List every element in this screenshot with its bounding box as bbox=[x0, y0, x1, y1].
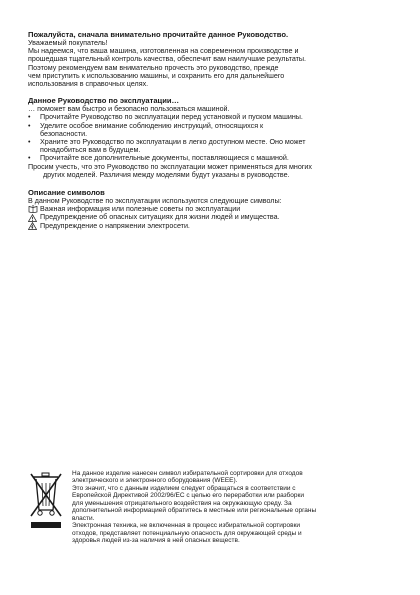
bullet: • bbox=[28, 154, 31, 163]
symbols-lead: В данном Руководстве по эксплуатации используются следующие символы: bbox=[28, 197, 282, 206]
bullet: • bbox=[28, 138, 31, 147]
warning-triangle-icon bbox=[28, 214, 40, 222]
weee-section bbox=[28, 470, 394, 545]
intro-line-3: Поэтому рекомендуем вам внимательно прочесть это руководство, прежде bbox=[28, 63, 279, 72]
weee-line-8: Электронная техника, не включенная в процесс избирательной сортировки bbox=[72, 522, 301, 530]
weee-line-2: электрического и электронного оборудования (WEEE). bbox=[72, 477, 238, 485]
manual-page bbox=[28, 30, 394, 230]
intro-heading: Пожалуйста, сначала внимательно прочитайте данное Руководство. bbox=[28, 30, 289, 39]
symbol-text: Предупреждение об опасных ситуациях для жизни людей и имущества. bbox=[40, 213, 280, 222]
bullet-line: Прочитайте Руководство по эксплуатации перед установкой и пуском машины. bbox=[40, 113, 303, 122]
greeting: Уважаемый покупатель! bbox=[28, 39, 108, 47]
symbol-row bbox=[28, 222, 394, 230]
weee-line-6: дополнительной информацией обратитесь в местные или региональные органы bbox=[72, 507, 317, 515]
list-item bbox=[28, 154, 394, 162]
bullet: • bbox=[28, 121, 31, 130]
intro-line-2: прошедшая тщательный контроль качества, обеспечит вам наилучшие результаты. bbox=[28, 55, 307, 64]
manual-heading: Данное Руководство по эксплуатации… bbox=[28, 96, 180, 106]
models-note-line-1: Просим учесть, что это Руководство по эксплуатации может применяться для многих bbox=[28, 162, 312, 171]
bullet-line: безопасности. bbox=[40, 129, 88, 138]
bullet: • bbox=[28, 113, 31, 122]
symbol-row bbox=[28, 213, 394, 221]
bullet-line: понадобиться вам в будущем. bbox=[40, 146, 141, 155]
symbol-row bbox=[28, 205, 394, 213]
weee-line-4: Европейской Директивой 2002/96/EC с целью его переработки или разборки bbox=[72, 492, 304, 500]
manual-lead: … поможет вам быстро и безопасно пользоваться машиной. bbox=[28, 105, 230, 114]
weee-line-10: здоровья людей из-за наличия в ней опасных веществ. bbox=[72, 537, 240, 545]
book-info-icon bbox=[28, 205, 40, 213]
weee-line-5: для уменьшения отрицательного воздействия на окружающую среду. За bbox=[72, 499, 292, 507]
intro-line-5: использования в справочных целях. bbox=[28, 80, 149, 89]
list-item bbox=[28, 138, 394, 154]
list-item bbox=[28, 122, 394, 138]
bullet-line: Прочитайте все дополнительные документы, поставляющиеся с машиной. bbox=[40, 154, 289, 163]
voltage-warning-icon bbox=[28, 222, 40, 230]
intro-line-4: чем приступить к использованию машины, и сохранить его для дальнейшего bbox=[28, 71, 285, 80]
intro-line-1: Мы надеемся, что ваша машина, изготовленная на современном производстве и bbox=[28, 47, 299, 56]
list-item bbox=[28, 113, 394, 121]
symbol-text: Важная информация или полезные советы по эксплуатации bbox=[40, 205, 241, 214]
weee-line-7: власти. bbox=[72, 514, 95, 522]
bullet-line: Уделите особое внимание соблюдению инструкций, относящихся к bbox=[40, 121, 264, 130]
weee-line-9: отходов, представляет потенциальную опасность для окружающей среды и bbox=[72, 529, 302, 537]
bullet-line: Храните это Руководство по эксплуатации в легко доступном месте. Оно может bbox=[40, 138, 306, 147]
weee-line-1: На данное изделие нанесен символ избирательной сортировки для отходов bbox=[72, 470, 303, 477]
symbol-text: Предупреждение о напряжении электросети. bbox=[40, 221, 190, 230]
symbols-heading: Описание символов bbox=[28, 188, 105, 198]
models-note-line-2: других моделей. Различия между моделями будут указаны в руководстве. bbox=[43, 170, 290, 179]
crossed-out-bin-icon bbox=[28, 470, 72, 545]
weee-line-3: Это значит, что с данным изделием следует обращаться в соответствии с bbox=[72, 484, 296, 492]
